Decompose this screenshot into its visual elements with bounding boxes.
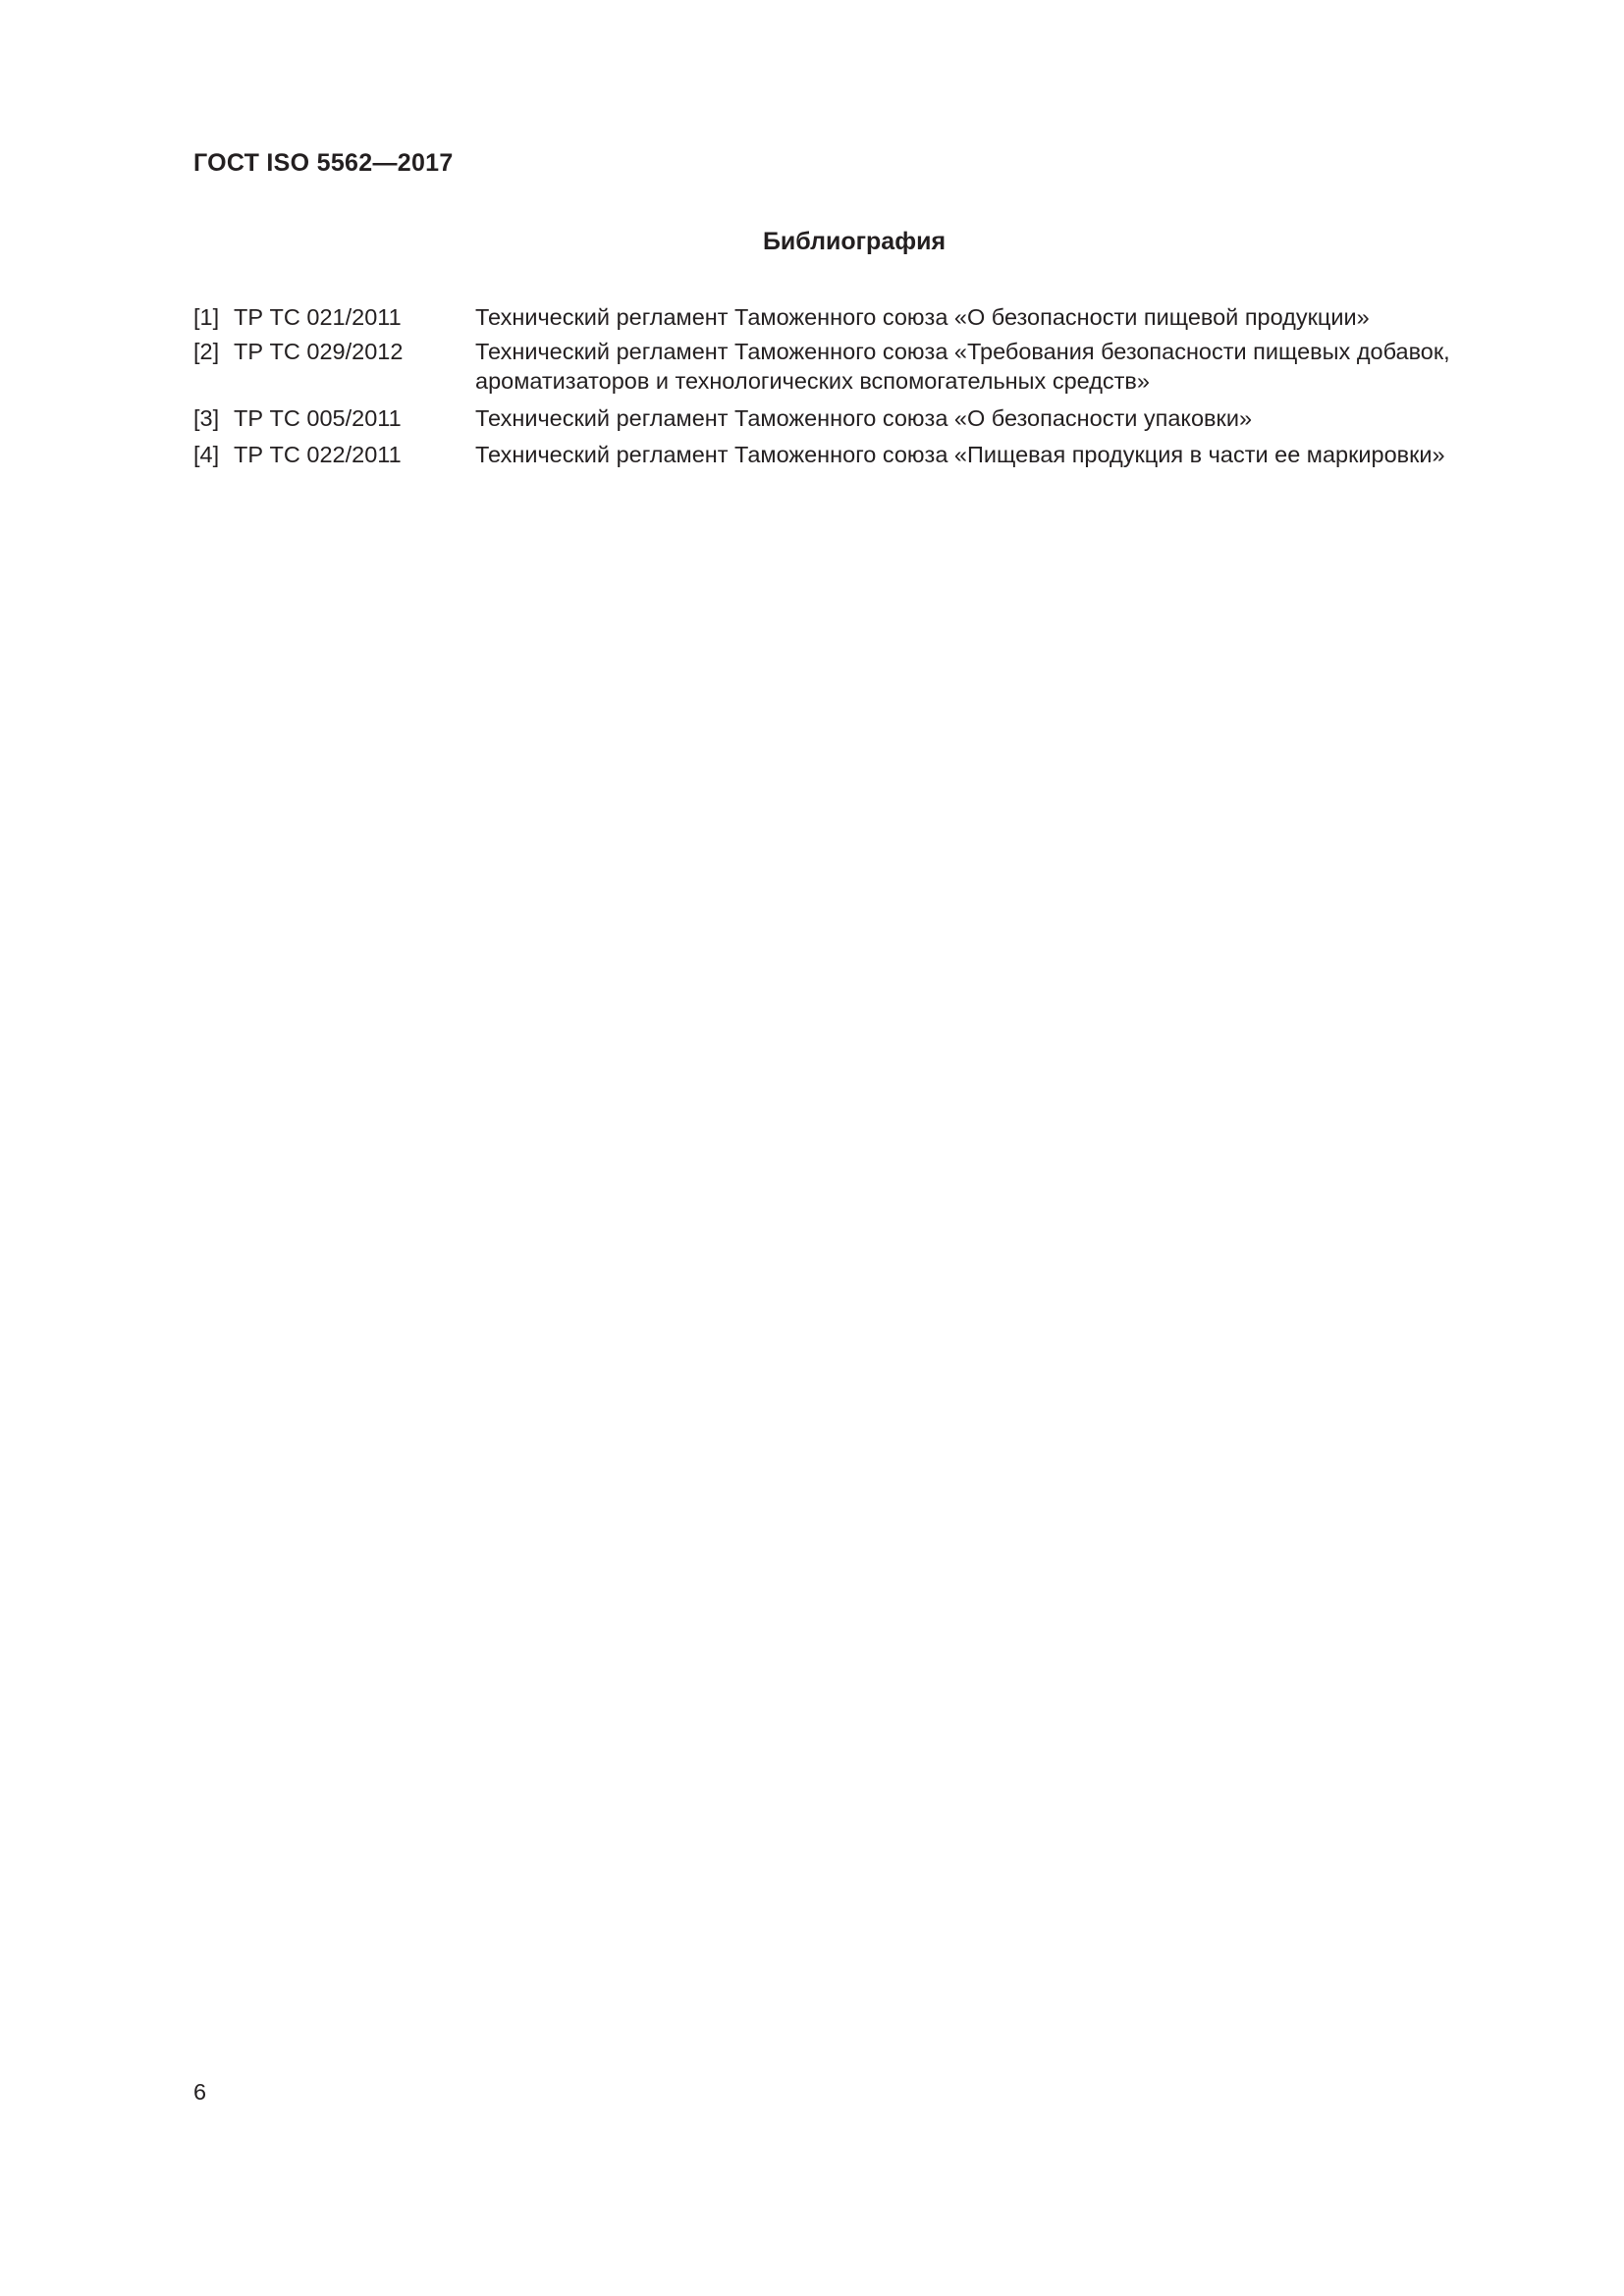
entry-code: ТР ТС 005/2011 xyxy=(234,405,402,431)
document-code: ГОСТ ISO 5562—2017 xyxy=(193,149,454,177)
section-title: Библиография xyxy=(762,228,947,255)
page-number: 6 xyxy=(193,2079,207,2105)
bibliography-entry xyxy=(193,403,1548,433)
entry-number: [3] xyxy=(193,405,220,431)
entry-code: ТР ТС 029/2012 xyxy=(234,339,404,364)
entry-title: Технический регламент Таможенного союза «О безопасности упаковки» xyxy=(475,405,1253,431)
entry-code: ТР ТС 021/2011 xyxy=(234,304,402,330)
entry-title: Технический регламент Таможенного союза «О безопасности пищевой продукции» xyxy=(475,304,1370,330)
entry-number: [1] xyxy=(193,304,220,330)
bibliography-list xyxy=(193,302,1548,469)
bibliography-entry xyxy=(193,302,1548,332)
entry-number: [2] xyxy=(193,339,220,364)
bibliography-entry xyxy=(193,337,1548,396)
entry-title: Технический регламент Таможенного союза «Пищевая продукция в части ее маркировки» xyxy=(475,442,1445,467)
bibliography-entry xyxy=(193,440,1548,469)
entry-title: Технический регламент Таможенного союза «Требования безопасности пищевых добавок, ароматизаторов и технологических вспомогательных средств» xyxy=(475,339,1450,394)
entry-number: [4] xyxy=(193,442,220,467)
entry-code: ТР ТС 022/2011 xyxy=(234,442,402,467)
